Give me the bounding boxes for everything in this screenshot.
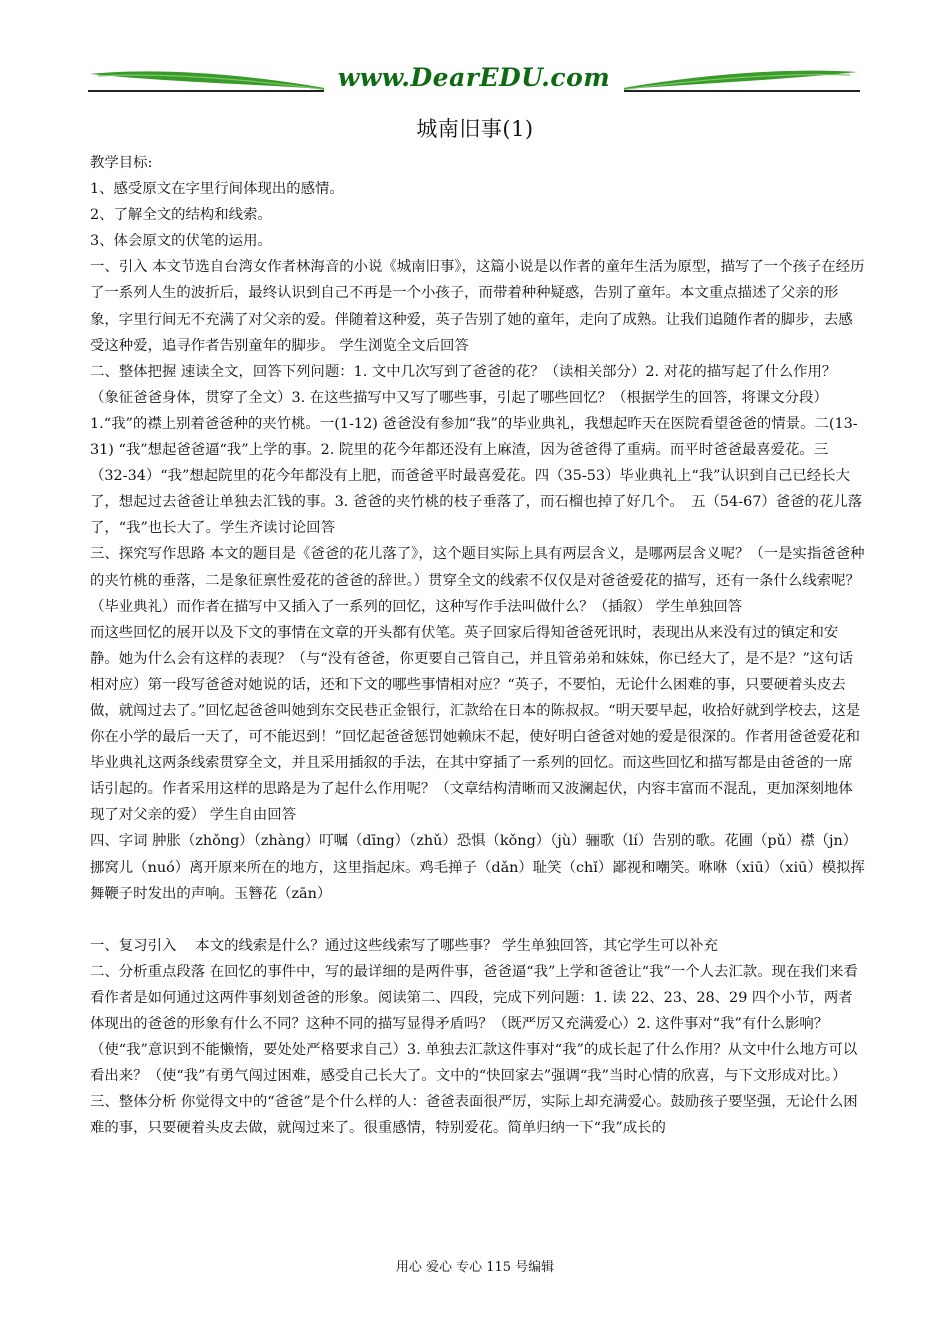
left-leaf-swoosh-icon [88,66,338,94]
paragraph-goal-3: 3、体会原文的伏笔的运用。 [90,233,272,250]
paragraph-goal-1: 1、感受原文在字里行间体现出的感情。 [90,181,344,198]
paragraph-spacer [90,907,865,933]
paragraph-goals-heading: 教学目标: [90,155,153,171]
paragraph-goal-2: 2、了解全文的结构和线索。 [90,207,272,224]
paragraph-key-sections: 二、分析重点段落 在回忆的事件中，写的最详细的是两件事，爸爸逼“我”上学和爸爸让“我”一个人去汇款。现在我们来看看作者是如何通过这两件事刻划爸爸的形象。阅读第二、四段，完成下列问题：1. 读 22、23、28、29 四个小节，两者体现出的爸爸的形象有什么不同？这种不同的描写显得矛盾吗？（既严厉又充满爱心）2. 这件事对“我”有什么影响？（使“我”意识到不能懒惰，要处处严格要求自己）3. 单独去汇款这件事对“我”的成长起了什么作用？从文中什么地方可以看出来？（使“我”有勇气闯过困难，感受自己长大了。文中的“快回家去”强调“我”当时心情的欣喜，与下文形成对比。） [90,963,858,1085]
paragraph-introduction: 一、引入 本文节选自台湾女作者林海音的小说《城南旧事》，这篇小说是以作者的童年生活为原型，描写了一个孩子在经历了一系列人生的波折后，最终认识到自己不再是一个小孩子，而带着种种疑惑，告别了童年。本文重点描述了父亲的形象，字里行间无不充满了对父亲的爱。伴随着这种爱，英子告别了她的童年，走向了成熟。让我们追随作者的脚步，去感受这种爱，追寻作者告别童年的脚步。 学生浏览全文后回答 [90,259,865,354]
site-logo[interactable]: www.DearEDU.com [324,62,624,94]
paragraph-writing-approach: 三、探究写作思路 本文的题目是《爸爸的花儿落了》，这个题目实际上具有两层含义，是哪两层含义呢？（一是实指爸爸种的夹竹桃的垂落，二是象征禀性爱花的爸爸的辞世。）贯穿全文的线索不仅仅是对爸爸爱花的描写，还有一条什么线索呢？（毕业典礼）而作者在描写中又插入了一系列的回忆，这种写作手法叫做什么？（插叙） 学生单独回答 [90,546,865,615]
document-title: 城南旧事(1) [416,117,534,141]
paragraph-overall-grasp: 二、整体把握 速读全文，回答下列问题：1. 文中几次写到了爸爸的花？（读相关部分）2. 对花的描写起了什么作用？（象征爸爸身体，贯穿了全文）3. 在这些描写中又写了哪些事，引起了哪些回忆？（根据学生的回答，将课文分段）1.“我”的襟上别着爸爸种的夹竹桃。一(1-12) 爸爸没有参加“我”的毕业典礼，我想起昨天在医院看望爸爸的情景。二(13-31) “我”想起爸爸逼“我”上学的事。2. 院里的花今年都还没有上麻渣，因为爸爸得了重病。而平时爸爸最喜爱花。三（32-34）“我”想起院里的花今年都没有上肥，而爸爸平时最喜爱花。四（35-53）毕业典礼上“我”认识到自己已经长大了，想起过去爸爸让单独去汇钱的事。3. 爸爸的夹竹桃的枝子垂落了，而石榴也掉了好几个。 五（54-67）爸爸的花儿落了，“我”也长大了。学生齐读讨论回答 [90,363,863,537]
paragraph-foreshadowing: 而这些回忆的展开以及下文的事情在文章的开头都有伏笔。英子回家后得知爸爸死讯时，表现出从来没有过的镇定和安静。她为什么会有这样的表现？（与“没有爸爸，你更要自己管自己，并且管弟弟和妹妹，你已经大了，是不是？”这句话相对应）第一段写爸爸对她说的话，还和下文的哪些事情相对应？“英子，不要怕，无论什么困难的事，只要硬着头皮去做，就闯过去了。”回忆起爸爸叫她到东交民巷正金银行，汇款给在日本的陈叔叔。“明天要早起，收拾好就到学校去，这是你在小学的最后一天了，可不能迟到！”回忆起爸爸惩罚她赖床不起，使好明白爸爸对她的爱是很深的。作者用爸爸爱花和毕业典礼这两条线索贯穿全文，并且采用插叙的手法，在其中穿插了一系列的回忆。而这些回忆和描写都是由爸爸的一席话引起的。作者采用这样的思路是为了起什么作用呢？（文章结构清晰而又波澜起伏，内容丰富而不混乱，更加深刻地体现了对父亲的爱） 学生自由回答 [90,624,861,824]
header-banner [88,62,860,98]
paragraph-review-intro: 一、复习引入 本文的线索是什么？通过这些线索写了哪些事？ 学生单独回答，其它学生可以补充 [90,937,718,954]
paragraph-overall-analysis: 三、整体分析 你觉得文中的“爸爸”是个什么样的人：爸爸表面很严厉，实际上却充满爱心。鼓励孩子要坚强，无论什么困难的事，只要硬着头皮去做，就闯过来了。很重感情，特别爱花。简单归纳一下“我”成长的 [90,1094,858,1137]
page-footer: 用心 爱心 专心 115 号编辑 [395,1260,555,1275]
paragraph-vocabulary: 四、字词 肿胀（zhǒng）（zhàng）叮嘱（dīng）（zhǔ）恐惧（kǒng）（jù）骊歌（lí）告别的歌。花圃（pǔ）襟（jn）挪窝儿（nuó）离开原来所在的地方，这里指起床。鸡毛掸子（dǎn）耻笑（chǐ）鄙视和嘲笑。咻咻（xiū）（xiū）模拟挥舞鞭子时发出的声响。玉簪花（zān） [90,833,865,902]
document-body [90,150,865,1142]
right-leaf-swoosh-icon [610,66,860,94]
